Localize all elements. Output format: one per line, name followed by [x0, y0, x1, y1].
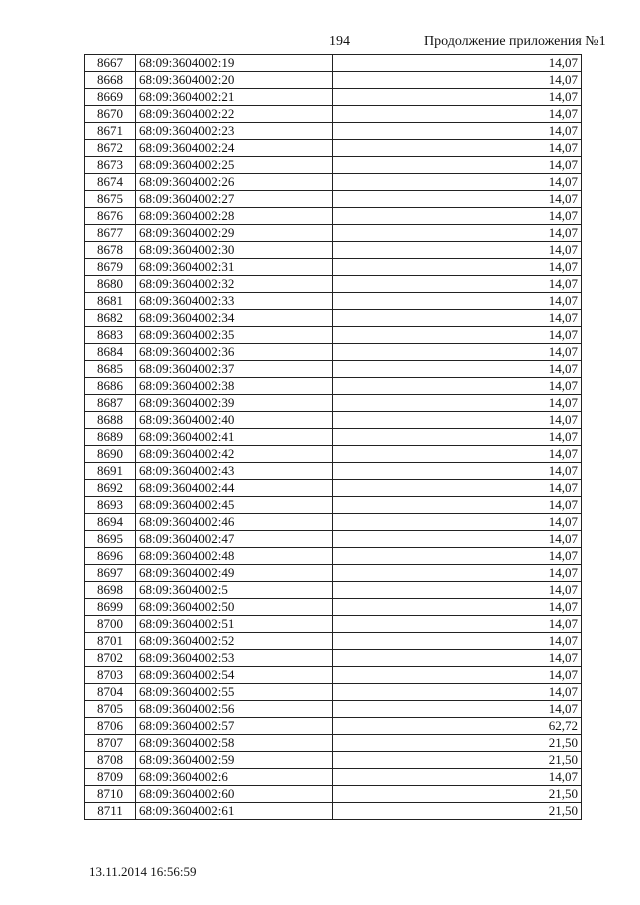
table-row: [85, 276, 582, 293]
table-row: [85, 310, 582, 327]
table-row: [85, 565, 582, 582]
row-number: 8695: [85, 531, 136, 548]
area-value: 14,07: [333, 174, 582, 191]
cadastral-number: 68:09:3604002:28: [136, 208, 333, 225]
cadastral-number: 68:09:3604002:61: [136, 803, 333, 820]
area-value: 14,07: [333, 55, 582, 72]
cadastral-number: 68:09:3604002:43: [136, 463, 333, 480]
cadastral-number: 68:09:3604002:52: [136, 633, 333, 650]
cadastral-number: 68:09:3604002:5: [136, 582, 333, 599]
row-number: 8682: [85, 310, 136, 327]
row-number: 8671: [85, 123, 136, 140]
cadastral-number: 68:09:3604002:25: [136, 157, 333, 174]
row-number: 8679: [85, 259, 136, 276]
area-value: 14,07: [333, 769, 582, 786]
cadastral-number: 68:09:3604002:24: [136, 140, 333, 157]
cadastral-number: 68:09:3604002:48: [136, 548, 333, 565]
row-number: 8690: [85, 446, 136, 463]
area-value: 14,07: [333, 565, 582, 582]
area-value: 14,07: [333, 106, 582, 123]
area-value: 14,07: [333, 548, 582, 565]
registry-body: [85, 55, 582, 820]
area-value: 14,07: [333, 157, 582, 174]
table-row: [85, 293, 582, 310]
row-number: 8672: [85, 140, 136, 157]
table-row: [85, 735, 582, 752]
table-row: [85, 616, 582, 633]
area-value: 14,07: [333, 429, 582, 446]
table-row: [85, 157, 582, 174]
cadastral-number: 68:09:3604002:40: [136, 412, 333, 429]
table-row: [85, 667, 582, 684]
cadastral-number: 68:09:3604002:56: [136, 701, 333, 718]
area-value: 14,07: [333, 599, 582, 616]
row-number: 8687: [85, 395, 136, 412]
area-value: 14,07: [333, 412, 582, 429]
table-row: [85, 72, 582, 89]
table-row: [85, 769, 582, 786]
row-number: 8686: [85, 378, 136, 395]
cadastral-number: 68:09:3604002:37: [136, 361, 333, 378]
table-row: [85, 786, 582, 803]
area-value: 21,50: [333, 786, 582, 803]
table-row: [85, 718, 582, 735]
table-row: [85, 106, 582, 123]
row-number: 8684: [85, 344, 136, 361]
table-row: [85, 548, 582, 565]
area-value: 14,07: [333, 531, 582, 548]
row-number: 8700: [85, 616, 136, 633]
area-value: 14,07: [333, 633, 582, 650]
cadastral-number: 68:09:3604002:59: [136, 752, 333, 769]
area-value: 14,07: [333, 446, 582, 463]
area-value: 14,07: [333, 378, 582, 395]
cadastral-number: 68:09:3604002:19: [136, 55, 333, 72]
area-value: 14,07: [333, 684, 582, 701]
row-number: 8696: [85, 548, 136, 565]
cadastral-number: 68:09:3604002:55: [136, 684, 333, 701]
table-row: [85, 497, 582, 514]
cadastral-number: 68:09:3604002:51: [136, 616, 333, 633]
table-row: [85, 480, 582, 497]
row-number: 8698: [85, 582, 136, 599]
cadastral-number: 68:09:3604002:45: [136, 497, 333, 514]
row-number: 8697: [85, 565, 136, 582]
table-row: [85, 89, 582, 106]
table-row: [85, 582, 582, 599]
table-row: [85, 633, 582, 650]
cadastral-number: 68:09:3604002:31: [136, 259, 333, 276]
row-number: 8702: [85, 650, 136, 667]
table-row: [85, 242, 582, 259]
area-value: 21,50: [333, 735, 582, 752]
table-row: [85, 514, 582, 531]
table-row: [85, 803, 582, 820]
row-number: 8699: [85, 599, 136, 616]
row-number: 8681: [85, 293, 136, 310]
cadastral-number: 68:09:3604002:39: [136, 395, 333, 412]
area-value: 14,07: [333, 208, 582, 225]
area-value: 14,07: [333, 650, 582, 667]
row-number: 8685: [85, 361, 136, 378]
area-value: 21,50: [333, 752, 582, 769]
row-number: 8705: [85, 701, 136, 718]
area-value: 62,72: [333, 718, 582, 735]
table-row: [85, 140, 582, 157]
row-number: 8688: [85, 412, 136, 429]
cadastral-number: 68:09:3604002:36: [136, 344, 333, 361]
print-timestamp: 13.11.2014 16:56:59: [89, 864, 197, 879]
table-row: [85, 429, 582, 446]
area-value: 14,07: [333, 361, 582, 378]
table-row: [85, 174, 582, 191]
row-number: 8703: [85, 667, 136, 684]
row-number: 8674: [85, 174, 136, 191]
cadastral-number: 68:09:3604002:33: [136, 293, 333, 310]
table-row: [85, 701, 582, 718]
row-number: 8691: [85, 463, 136, 480]
row-number: 8711: [85, 803, 136, 820]
table-row: [85, 259, 582, 276]
table-row: [85, 684, 582, 701]
cadastral-number: 68:09:3604002:58: [136, 735, 333, 752]
area-value: 14,07: [333, 191, 582, 208]
area-value: 14,07: [333, 616, 582, 633]
area-value: 21,50: [333, 803, 582, 820]
table-row: [85, 531, 582, 548]
area-value: 14,07: [333, 225, 582, 242]
row-number: 8701: [85, 633, 136, 650]
table-row: [85, 208, 582, 225]
cadastral-number: 68:09:3604002:50: [136, 599, 333, 616]
area-value: 14,07: [333, 276, 582, 293]
cadastral-number: 68:09:3604002:22: [136, 106, 333, 123]
table-row: [85, 344, 582, 361]
row-number: 8678: [85, 242, 136, 259]
cadastral-number: 68:09:3604002:53: [136, 650, 333, 667]
area-value: 14,07: [333, 395, 582, 412]
table-row: [85, 412, 582, 429]
area-value: 14,07: [333, 514, 582, 531]
cadastral-number: 68:09:3604002:32: [136, 276, 333, 293]
area-value: 14,07: [333, 123, 582, 140]
row-number: 8704: [85, 684, 136, 701]
row-number: 8668: [85, 72, 136, 89]
area-value: 14,07: [333, 140, 582, 157]
cadastral-number: 68:09:3604002:27: [136, 191, 333, 208]
row-number: 8689: [85, 429, 136, 446]
row-number: 8710: [85, 786, 136, 803]
cadastral-number: 68:09:3604002:26: [136, 174, 333, 191]
cadastral-number: 68:09:3604002:23: [136, 123, 333, 140]
row-number: 8667: [85, 55, 136, 72]
table-row: [85, 225, 582, 242]
row-number: 8677: [85, 225, 136, 242]
row-number: 8692: [85, 480, 136, 497]
table-row: [85, 650, 582, 667]
area-value: 14,07: [333, 480, 582, 497]
row-number: 8707: [85, 735, 136, 752]
area-value: 14,07: [333, 463, 582, 480]
table-row: [85, 378, 582, 395]
registry-table: [84, 54, 582, 820]
cadastral-number: 68:09:3604002:49: [136, 565, 333, 582]
cadastral-number: 68:09:3604002:30: [136, 242, 333, 259]
row-number: 8693: [85, 497, 136, 514]
cadastral-number: 68:09:3604002:57: [136, 718, 333, 735]
cadastral-number: 68:09:3604002:42: [136, 446, 333, 463]
cadastral-number: 68:09:3604002:44: [136, 480, 333, 497]
cadastral-number: 68:09:3604002:47: [136, 531, 333, 548]
row-number: 8670: [85, 106, 136, 123]
table-row: [85, 463, 582, 480]
cadastral-number: 68:09:3604002:41: [136, 429, 333, 446]
table-row: [85, 395, 582, 412]
area-value: 14,07: [333, 293, 582, 310]
row-number: 8675: [85, 191, 136, 208]
area-value: 14,07: [333, 259, 582, 276]
area-value: 14,07: [333, 310, 582, 327]
cadastral-number: 68:09:3604002:29: [136, 225, 333, 242]
table-row: [85, 123, 582, 140]
table-row: [85, 446, 582, 463]
area-value: 14,07: [333, 242, 582, 259]
area-value: 14,07: [333, 667, 582, 684]
area-value: 14,07: [333, 701, 582, 718]
row-number: 8676: [85, 208, 136, 225]
row-number: 8694: [85, 514, 136, 531]
cadastral-number: 68:09:3604002:20: [136, 72, 333, 89]
table-row: [85, 191, 582, 208]
cadastral-number: 68:09:3604002:34: [136, 310, 333, 327]
cadastral-number: 68:09:3604002:6: [136, 769, 333, 786]
row-number: 8706: [85, 718, 136, 735]
area-value: 14,07: [333, 344, 582, 361]
cadastral-number: 68:09:3604002:46: [136, 514, 333, 531]
table-row: [85, 599, 582, 616]
cadastral-number: 68:09:3604002:35: [136, 327, 333, 344]
table-row: [85, 361, 582, 378]
area-value: 14,07: [333, 582, 582, 599]
row-number: 8680: [85, 276, 136, 293]
row-number: 8669: [85, 89, 136, 106]
row-number: 8709: [85, 769, 136, 786]
area-value: 14,07: [333, 327, 582, 344]
area-value: 14,07: [333, 89, 582, 106]
cadastral-number: 68:09:3604002:21: [136, 89, 333, 106]
table-row: [85, 327, 582, 344]
cadastral-number: 68:09:3604002:60: [136, 786, 333, 803]
row-number: 8673: [85, 157, 136, 174]
row-number: 8708: [85, 752, 136, 769]
cadastral-number: 68:09:3604002:38: [136, 378, 333, 395]
area-value: 14,07: [333, 497, 582, 514]
area-value: 14,07: [333, 72, 582, 89]
table-row: [85, 752, 582, 769]
row-number: 8683: [85, 327, 136, 344]
cadastral-number: 68:09:3604002:54: [136, 667, 333, 684]
table-row: [85, 55, 582, 72]
page-number: 194: [329, 34, 350, 49]
page-caption: Продолжение приложения №1: [424, 34, 606, 49]
